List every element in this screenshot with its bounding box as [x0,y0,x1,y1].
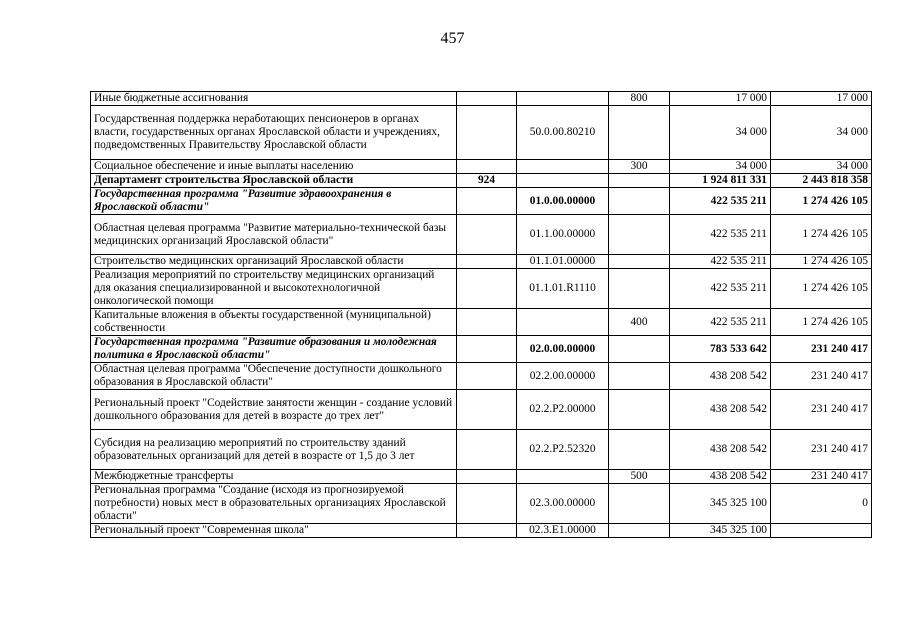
item-name: Иные бюджетные ассигнования [91,92,457,106]
department-code [457,106,517,160]
table-row [91,430,872,470]
expense-type-code [609,174,670,188]
target-article-code [517,470,609,484]
department-code [457,363,517,390]
department-code [457,309,517,336]
item-name: Социальное обеспечение и иные выплаты населению [91,160,457,174]
amount-second-year [771,524,872,538]
department-code [457,524,517,538]
item-name: Региональная программа "Создание (исходя из прогнозируемой потребности) новых мест в образовательных организациях Ярославской области" [91,484,457,524]
amount-second-year: 1 274 426 105 [771,269,872,309]
item-name: Государственная программа "Развитие образования и молодежная политика в Ярославской области" [91,336,457,363]
item-name: Государственная программа "Развитие здравоохранения в Ярославской области" [91,188,457,215]
item-name: Региональный проект "Современная школа" [91,524,457,538]
amount-first-year: 17 000 [670,92,771,106]
amount-first-year: 438 208 542 [670,430,771,470]
expense-type-code: 500 [609,470,670,484]
item-name: Областная целевая программа "Обеспечение доступности дошкольного образования в Ярославской области" [91,363,457,390]
amount-second-year: 1 274 426 105 [771,309,872,336]
target-article-code [517,174,609,188]
expense-type-code: 300 [609,160,670,174]
amount-second-year: 34 000 [771,106,872,160]
table-row [91,174,872,188]
item-name: Строительство медицинских организаций Ярославской области [91,255,457,269]
department-code [457,484,517,524]
amount-first-year: 34 000 [670,160,771,174]
amount-second-year: 231 240 417 [771,336,872,363]
department-code [457,470,517,484]
table-row [91,106,872,160]
target-article-code: 01.1.00.00000 [517,215,609,255]
expense-type-code [609,188,670,215]
amount-second-year: 1 274 426 105 [771,188,872,215]
target-article-code: 50.0.00.80210 [517,106,609,160]
item-name: Областная целевая программа "Развитие материально-технической базы медицинских организаций Ярославской области" [91,215,457,255]
target-article-code: 02.3.E1.00000 [517,524,609,538]
table-row [91,336,872,363]
amount-second-year: 0 [771,484,872,524]
department-code [457,92,517,106]
item-name: Региональный проект "Содействие занятости женщин - создание условий дошкольного образования для детей в возрасте до трех лет" [91,390,457,430]
expense-type-code [609,524,670,538]
expense-type-code [609,363,670,390]
expense-type-code: 400 [609,309,670,336]
expense-type-code [609,255,670,269]
amount-second-year: 1 274 426 105 [771,215,872,255]
item-name: Департамент строительства Ярославской области [91,174,457,188]
amount-second-year: 231 240 417 [771,470,872,484]
amount-second-year: 231 240 417 [771,430,872,470]
table-row [91,92,872,106]
table-row [91,255,872,269]
item-name: Межбюджетные трансферты [91,470,457,484]
table-row [91,269,872,309]
item-name: Реализация мероприятий по строительству медицинских организаций для оказания специализированной и высокотехнологичной онкологической помощи [91,269,457,309]
target-article-code: 02.2.P2.00000 [517,390,609,430]
target-article-code: 02.2.00.00000 [517,363,609,390]
table-row [91,524,872,538]
department-code [457,269,517,309]
table-row [91,484,872,524]
amount-second-year: 231 240 417 [771,363,872,390]
expense-type-code [609,106,670,160]
amount-first-year: 422 535 211 [670,255,771,269]
amount-second-year: 17 000 [771,92,872,106]
table-row [91,470,872,484]
amount-first-year: 438 208 542 [670,363,771,390]
table-row [91,188,872,215]
amount-first-year: 422 535 211 [670,188,771,215]
department-code [457,215,517,255]
target-article-code: 02.2.P2.52320 [517,430,609,470]
table-row [91,160,872,174]
table-row [91,390,872,430]
target-article-code: 01.0.00.00000 [517,188,609,215]
target-article-code [517,309,609,336]
amount-first-year: 422 535 211 [670,309,771,336]
expense-type-code [609,430,670,470]
target-article-code: 02.3.00.00000 [517,484,609,524]
expense-type-code [609,390,670,430]
target-article-code: 02.0.00.00000 [517,336,609,363]
target-article-code: 01.1.01.R1110 [517,269,609,309]
amount-first-year: 345 325 100 [670,484,771,524]
amount-first-year: 422 535 211 [670,269,771,309]
department-code [457,188,517,215]
table-row [91,215,872,255]
amount-first-year: 438 208 542 [670,470,771,484]
department-code: 924 [457,174,517,188]
page-number: 457 [440,30,465,47]
department-code [457,390,517,430]
department-code [457,255,517,269]
item-name: Субсидия на реализацию мероприятий по строительству зданий образовательных организаций для детей в возрасте от 1,5 до 3 лет [91,430,457,470]
item-name: Капитальные вложения в объекты государственной (муниципальной) собственности [91,309,457,336]
table-row [91,363,872,390]
target-article-code [517,160,609,174]
department-code [457,430,517,470]
amount-second-year: 231 240 417 [771,390,872,430]
amount-first-year: 422 535 211 [670,215,771,255]
department-code [457,336,517,363]
item-name: Государственная поддержка неработающих пенсионеров в органах власти, государственных органах Ярославской области и учреждениях, подведомственных Правительству Ярославской области [91,106,457,160]
expense-type-code [609,336,670,363]
amount-first-year: 438 208 542 [670,390,771,430]
expense-type-code: 800 [609,92,670,106]
target-article-code: 01.1.01.00000 [517,255,609,269]
department-code [457,160,517,174]
expense-type-code [609,269,670,309]
budget-table-body [91,92,872,538]
amount-second-year: 2 443 818 358 [771,174,872,188]
expense-type-code [609,215,670,255]
expense-type-code [609,484,670,524]
amount-second-year: 34 000 [771,160,872,174]
budget-table [90,91,872,538]
target-article-code [517,92,609,106]
amount-first-year: 34 000 [670,106,771,160]
amount-first-year: 1 924 811 331 [670,174,771,188]
amount-first-year: 783 533 642 [670,336,771,363]
table-row [91,309,872,336]
amount-first-year: 345 325 100 [670,524,771,538]
amount-second-year: 1 274 426 105 [771,255,872,269]
